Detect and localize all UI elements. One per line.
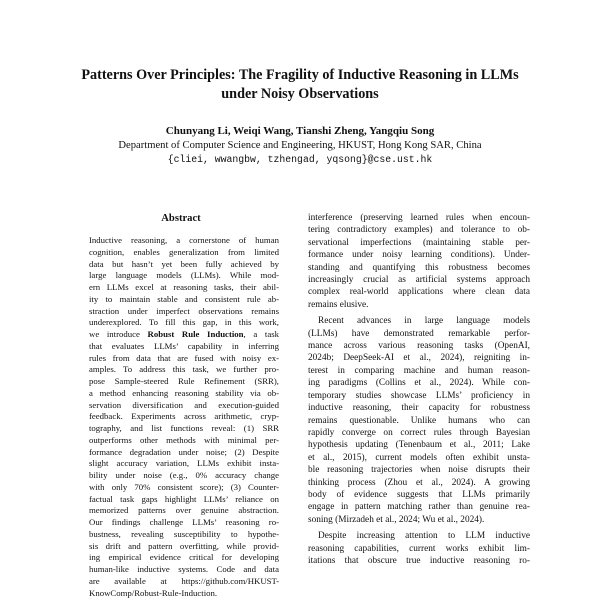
body-line: rapidly converge on correct rules through Bayesian: [308, 427, 530, 438]
abstract-line: are available at https://github.com/HKUST-: [89, 575, 279, 586]
author-list: Chunyang Li, Weiqi Wang, Tianshi Zheng, Yangqiu Song: [165, 125, 435, 137]
body-line: interference (preserving learned rules when encoun-: [308, 213, 530, 223]
body-line: standing and quantifying this robustness becomes: [308, 262, 530, 273]
abstract-line: slight accuracy variation, LLMs exhibit insta-: [89, 458, 279, 469]
body-line: engage in pattern matching rather than genuine rea-: [308, 502, 530, 513]
abstract-line: large language models (LLMs). While mod-: [89, 270, 279, 281]
body-line: terest in comparing machine and human reason-: [308, 365, 530, 376]
body-line: itations that obscure true inductive reasoning ro-: [308, 555, 530, 566]
body-line: servational imperfections (maintaining stable per-: [308, 237, 530, 248]
abstract-line: we introduce Robust Rule Induction, a task: [89, 329, 279, 339]
abstract-line: a method enhancing reasoning stability via ob-: [89, 387, 279, 398]
abstract-line: bustness, revealing susceptibility to hypothe-: [89, 528, 279, 539]
abstract-line: KnowComp/Robust-Rule-Induction.: [89, 587, 218, 598]
abstract-line: that evaluates LLMs’ capability in inferring: [89, 340, 279, 351]
abstract-line: bility under noise (e.g., 0% accuracy change: [89, 470, 279, 480]
email-addresses: {cliei, wwangbw, tzhengad, yqsong}@cse.ust.hk: [167, 154, 433, 165]
abstract-line: human-like inductive systems. Code and data: [89, 564, 279, 574]
abstract-line: memorized patterns over genuine abstraction.: [89, 505, 279, 516]
body-line: tering contradictory examples) and tolerance to ob-: [308, 225, 530, 236]
abstract-line: straction under imperfect observations remains: [89, 305, 279, 316]
body-line: remains elusive.: [308, 299, 369, 310]
abstract-line: Our findings challenge LLMs’ reasoning ro-: [89, 517, 279, 527]
abstract-line: Inductive reasoning, a cornerstone of human: [89, 235, 279, 245]
affiliation: Department of Computer Science and Engineering, HKUST, Hong Kong SAR, China: [118, 140, 482, 151]
body-line: mance across various reasoning tasks (OpenAI,: [308, 341, 530, 352]
abstract-line: feedback. Experiments across arithmetic, cryp-: [89, 411, 279, 422]
body-line: complex real-world applications where clean data: [308, 287, 530, 298]
abstract-heading: Abstract: [161, 213, 201, 224]
body-line: et al., 2015), current models often exhibit unsta-: [308, 452, 530, 463]
body-line: increasingly crucial as artificial systems approach: [308, 275, 530, 286]
task-name-emphasis: Robust Rule Induction: [147, 329, 244, 339]
abstract-line: formance degradation under noise; (2) Despite: [89, 446, 279, 457]
abstract-line: ity to maintain stable and consistent rule ab-: [89, 293, 279, 304]
abstract-line: factual task gaps highlight LLMs’ reliance on: [89, 493, 279, 504]
abstract-line: cognition, enables generalization from limited: [89, 246, 279, 257]
body-line: ble reasoning trajectories when noise disrupts their: [308, 465, 530, 476]
abstract-line: pose Sample-steered Rule Refinement (SRR),: [89, 376, 279, 386]
body-line: (LLMs) have demonstrated remarkable perfor-: [308, 328, 530, 339]
abstract-line: ing empirical evidence critical for developing: [89, 552, 279, 563]
abstract-line: sis drift and pattern overfitting, while provid-: [89, 540, 279, 551]
abstract-line: underexplored. To fill this gap, in this work,: [89, 317, 279, 328]
abstract-line: with only 70% consistent score); (3) Counter-: [89, 481, 279, 492]
right-column-body: [308, 212, 530, 567]
abstract-line: servation diversification and execution-guided: [89, 399, 279, 410]
body-line: Recent advances in large language models: [318, 316, 530, 327]
body-line: thinking process (Zhou et al., 2024). A growing: [308, 477, 530, 488]
abstract-line: data but hasn’t yet been fully achieved by: [89, 258, 279, 269]
paper-title: [60, 66, 540, 104]
body-line: formance under noisy learning conditions). Under-: [308, 250, 530, 261]
abstract-line: rules from data that are fused with noisy ex-: [89, 352, 279, 363]
body-line: reasoning capabilities, current works exhibit lim-: [308, 543, 530, 554]
paper-title-line-1: Patterns Over Principles: The Fragility of Inductive Reasoning in LLMs: [81, 67, 519, 83]
body-line: ing paradigms (Collins et al., 2024). While con-: [308, 378, 530, 389]
body-line: remains questionable. Unlike humans who can: [308, 415, 530, 426]
body-line: soning (Mirzadeh et al., 2024; Wu et al., 2024).: [308, 514, 485, 525]
abstract-line: tography, and list functions reveal: (1) SRR: [89, 423, 279, 433]
body-line: Despite increasing attention to LLM inductive: [318, 531, 530, 542]
paper-title-line-2: under Noisy Observations: [221, 86, 379, 102]
abstract-line: amples. To address this task, we further pro-: [89, 364, 279, 375]
abstract-line: outperforms other methods with minimal per-: [89, 434, 279, 445]
body-line: body of evidence suggests that LLMs primarily: [308, 489, 530, 500]
abstract-line: ern LLMs excel at reasoning tasks, their abil-: [89, 282, 279, 292]
abstract-body: [89, 235, 279, 599]
body-line: hypothesis updating (Tenenbaum et al., 2011; Lake: [308, 440, 530, 451]
body-line: temporary studies showcase LLMs’ proficiency in: [308, 390, 530, 401]
body-line: inductive reasoning, their capacity for robustness: [308, 403, 530, 414]
body-line: 2024b; DeepSeek-AI et al., 2024), reigniting in-: [308, 353, 530, 364]
